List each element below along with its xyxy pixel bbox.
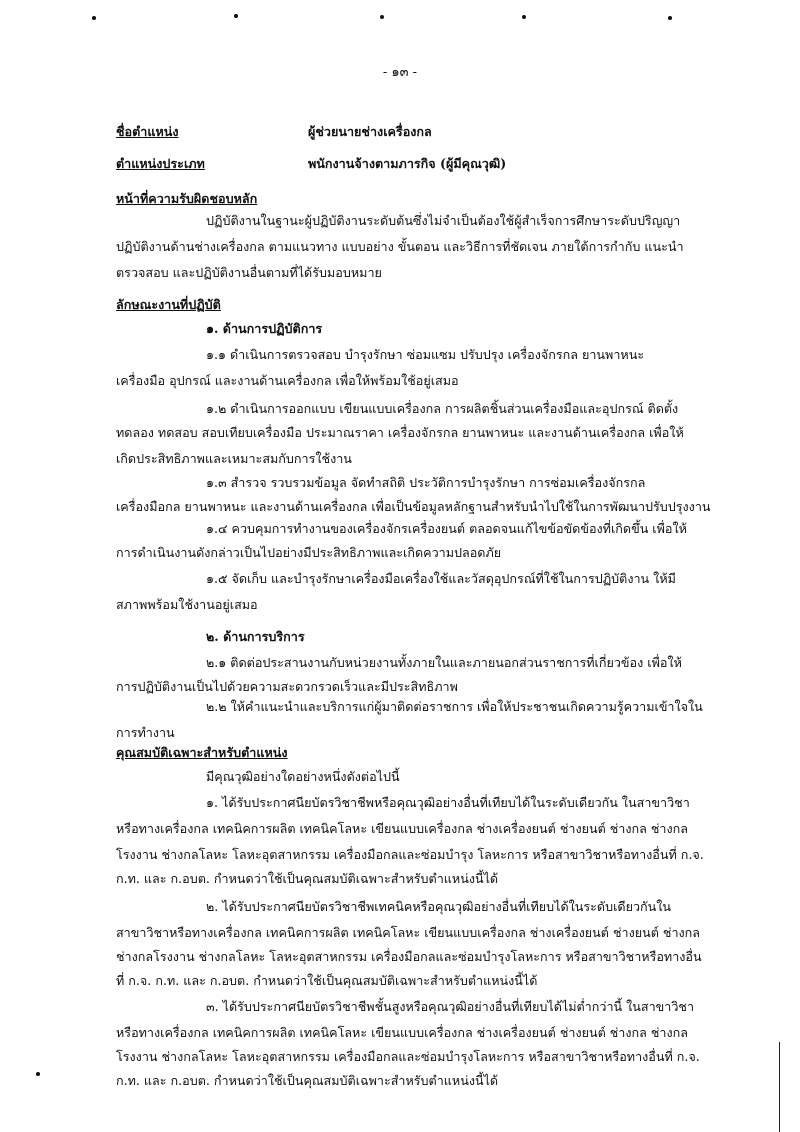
operations-item-line: ๑.๑ ดำเนินการตรวจสอบ บำรุงรักษา ซ่อมแซม ปรับปรุง เครื่องจักรกล ยานพาหนะ: [206, 347, 645, 362]
qualification-line: หรือทางเครื่องกล เทคนิคการผลิต เทคนิคโลหะ เขียนแบบเครื่องกล ช่างเครื่องยนต์ ช่างยนต์ ช่างกล ช่างกล: [116, 1025, 688, 1040]
position-type-value: พนักงานจ้างตามภารกิจ (ผู้มีคุณวุฒิ): [308, 156, 507, 171]
service-item-line: ๒.๒ ให้คำแนะนำและบริการแก่ผู้มาติดต่อราชการ เพื่อให้ประชาชนเกิดความรู้ความเข้าใจใน: [206, 699, 703, 714]
qualification-line: สาขาวิชาหรือทางเครื่องกล เทคนิคการผลิต เทคนิคโลหะ เขียนแบบเครื่องกล ช่างเครื่องยนต์ ช่างยนต์ ช่างกล: [116, 925, 701, 940]
operations-item-line: ๑.๒ ดำเนินการออกแบบ เขียนแบบเครื่องกล การผลิตชิ้นส่วนเครื่องมือและอุปกรณ์ ติดตั้ง: [206, 401, 679, 416]
position-value: ผู้ช่วยนายช่างเครื่องกล: [308, 124, 432, 139]
qualification-line: โรงงาน ช่างกลโลหะ โลหะอุตสาหกรรม เครื่องมือกลและซ่อมบำรุง โลหะการ หรือสาขาวิชาหรือทางอื่นที่ ก.จ.: [116, 847, 704, 862]
operations-item-line: การดำเนินงานดังกล่าวเป็นไปอย่างมีประสิทธิภาพและเกิดความปลอดภัย: [116, 545, 502, 560]
qualification-line: หรือทางเครื่องกล เทคนิคการผลิต เทคนิคโลหะ เขียนแบบเครื่องกล ช่างเครื่องยนต์ ช่างยนต์ ช่างกล ช่างกล: [116, 821, 688, 836]
scan-speck: [380, 15, 384, 19]
page-number: - ๑๓ -: [382, 65, 418, 80]
operations-item-line: สภาพพร้อมใช้งานอยู่เสมอ: [116, 597, 258, 612]
service-item-line: ๒.๑ ติดต่อประสานงานกับหน่วยงานทั้งภายในและภายนอกส่วนราชการที่เกี่ยวข้อง เพื่อให้: [206, 655, 682, 670]
service-item-line: การทำงาน: [116, 725, 175, 740]
operations-item-line: เครื่องมือ อุปกรณ์ และงานด้านเครื่องกล เพื่อให้พร้อมใช้อยู่เสมอ: [116, 373, 459, 388]
operations-item-line: ทดลอง ทดสอบ สอบเทียบเครื่องมือ ประมาณราคา เครื่องจักรกล ยานพาหนะ และงานด้านเครื่องกล เพื่อให้: [116, 425, 684, 440]
operations-item-line: ๑.๔ ควบคุมการทำงานของเครื่องจักรเครื่องยนต์ ตลอดจนแก้ไขข้อขัดข้องที่เกิดขึ้น เพื่อให้: [206, 521, 687, 536]
scan-speck: [234, 14, 238, 18]
qualification-line: ที่ ก.จ. ก.ท. และ ก.อบต. กำหนดว่าใช้เป็นคุณสมบัติเฉพาะสำหรับตำแหน่งนี้ได้: [116, 973, 538, 988]
operations-item-line: เครื่องมือกล ยานพาหนะ และงานด้านเครื่องกล เพื่อเป็นข้อมูลหลักฐานสำหรับนำไปใช้ในการพัฒนาปรับปรุงงาน: [116, 499, 711, 514]
operations-title: ๑. ด้านการปฏิบัติการ: [206, 321, 323, 336]
responsibilities-heading: หน้าที่ความรับผิดชอบหลัก: [116, 191, 258, 206]
qualifications-heading: คุณสมบัติเฉพาะสำหรับตำแหน่ง: [116, 745, 288, 760]
operations-item-line: ๑.๕ จัดเก็บ และบำรุงรักษาเครื่องมือเครื่องใช้และวัสดุอุปกรณ์ที่ใช้ในการปฏิบัติงาน ให้มี: [206, 571, 676, 586]
service-item-line: การปฏิบัติงานเป็นไปด้วยความสะดวกรวดเร็วและมีประสิทธิภาพ: [116, 679, 458, 694]
qualification-line: ก.ท. และ ก.อบต. กำหนดว่าใช้เป็นคุณสมบัติเฉพาะสำหรับตำแหน่งนี้ได้: [116, 871, 499, 886]
qualification-line: ๒. ได้รับประกาศนียบัตรวิชาชีพเทคนิคหรือคุณวุฒิอย่างอื่นที่เทียบได้ในระดับเดียวกันใน: [206, 899, 672, 914]
position-type-label: ตำแหน่งประเภท: [116, 156, 205, 171]
operations-item-line: เกิดประสิทธิภาพและเหมาะสมกับการใช้งาน: [116, 451, 352, 466]
qualification-line: ๓. ได้รับประกาศนียบัตรวิชาชีพชั้นสูงหรือคุณวุฒิอย่างอื่นที่เทียบได้ไม่ต่ำกว่านี้ ในสาขาวิชา: [206, 999, 695, 1014]
service-title: ๒. ด้านการบริการ: [206, 629, 305, 644]
position-label: ชื่อตำแหน่ง: [116, 124, 179, 139]
qualification-line: ช่างกลโรงงาน ช่างกลโลหะ โลหะอุตสาหกรรม เครื่องมือกลและซ่อมบำรุงโลหะการ หรือสาขาวิชาหรือทางอื่น: [116, 949, 702, 964]
scan-edge-line: [779, 1042, 780, 1132]
responsibilities-line: ปฏิบัติงานในฐานะผู้ปฏิบัติงานระดับต้นซึ่งไม่จำเป็นต้องใช้ผู้สำเร็จการศึกษาระดับปริญญา: [206, 213, 681, 228]
qualification-line: ๑. ได้รับประกาศนียบัตรวิชาชีพหรือคุณวุฒิอย่างอื่นที่เทียบได้ในระดับเดียวกัน ในสาขาวิชา: [206, 795, 690, 810]
responsibilities-line: ตรวจสอบ และปฏิบัติงานอื่นตามที่ได้รับมอบหมาย: [116, 265, 382, 280]
work-nature-heading: ลักษณะงานที่ปฏิบัติ: [116, 297, 221, 312]
scan-speck: [92, 16, 96, 20]
scan-speck: [522, 15, 526, 19]
qualification-line: โรงงาน ช่างกลโลหะ โลหะอุตสาหกรรม เครื่องมือกลและซ่อมบำรุงโลหะการ หรือสาขาวิชาหรือทางอื่นที่ ก.จ.: [116, 1049, 700, 1064]
operations-item-line: ๑.๓ สำรวจ รวบรวมข้อมูล จัดทำสถิติ ประวัติการบำรุงรักษา การซ่อมเครื่องจักรกล: [206, 475, 646, 490]
responsibilities-line: ปฏิบัติงานด้านช่างเครื่องกล ตามแนวทาง แบบอย่าง ขั้นตอน และวิธีการที่ชัดเจน ภายใต้การกำกับ แนะนำ: [116, 239, 684, 254]
scan-speck: [668, 16, 672, 20]
scan-speck: [36, 1072, 40, 1076]
qualification-line: ก.ท. และ ก.อบต. กำหนดว่าใช้เป็นคุณสมบัติเฉพาะสำหรับตำแหน่งนี้ได้: [116, 1073, 499, 1088]
qualifications-intro: มีคุณวุฒิอย่างใดอย่างหนึ่งดังต่อไปนี้: [206, 769, 400, 784]
